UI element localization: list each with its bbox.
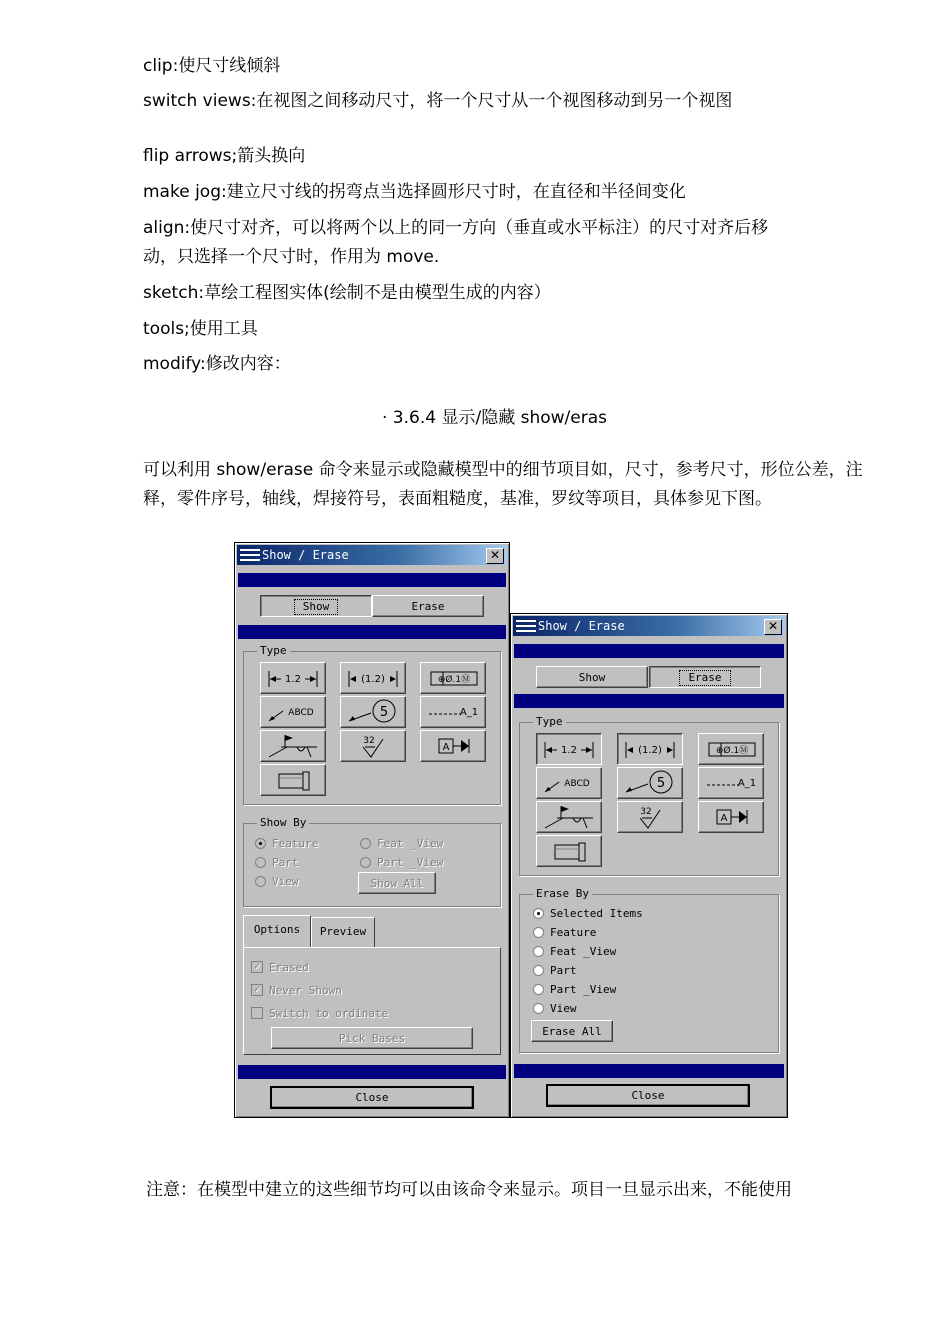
- show-all-button[interactable]: Show All: [358, 872, 436, 894]
- balloon-icon[interactable]: [340, 696, 406, 728]
- svg-text:(1.2): (1.2): [361, 674, 385, 685]
- close-button[interactable]: Close: [546, 1084, 750, 1107]
- app-logo-icon: [516, 619, 536, 633]
- cosmetic-feature-icon[interactable]: [260, 764, 326, 796]
- section-bar: [514, 694, 784, 708]
- svg-text:ABCD: ABCD: [564, 779, 590, 789]
- dialog-titlebar: [513, 616, 785, 636]
- svg-text:A: A: [442, 742, 450, 753]
- note-icon[interactable]: [260, 696, 326, 728]
- line-sketch: sketch:草绘工程图实体(绘制不是由模型生成的内容）: [143, 283, 551, 303]
- close-button[interactable]: Close: [270, 1086, 474, 1109]
- tab-preview[interactable]: Preview: [311, 917, 375, 947]
- line-tools: tools;使用工具: [143, 319, 258, 339]
- dialog-title: Show / Erase: [262, 548, 349, 562]
- datum-icon[interactable]: [420, 730, 486, 762]
- line-flip-arrows: flip arrows;箭头换向: [143, 146, 306, 166]
- footer-bar: [514, 1064, 784, 1078]
- line-clip: clip:使尺寸线倾斜: [143, 56, 281, 76]
- svg-text:1.2: 1.2: [285, 674, 301, 685]
- svg-text:5: 5: [379, 705, 389, 720]
- close-icon[interactable]: ✕: [764, 619, 782, 635]
- type-group-label: Type: [533, 715, 566, 729]
- section-heading: · 3.6.4 显示/隐藏 show/eras: [382, 408, 607, 428]
- app-logo-icon: [240, 548, 260, 562]
- note-paragraph: 注意：在模型中建立的这些细节均可以由该命令来显示。项目一旦显示出来，不能使用: [146, 1180, 792, 1200]
- reference-dimension-icon[interactable]: [617, 733, 683, 765]
- pick-bases-button[interactable]: Pick Bases: [271, 1027, 473, 1049]
- line-modify: modify:修改内容：: [143, 354, 291, 374]
- show-erase-dialog-show: Show / Erase ✕ Show Erase Type 1.2 (1.2) ⊕Ø.1Ⓜ ABCD 5 A_1 32 A Show By Feature Feat _View Part Part _View View Show All Options Preview ✓ Erased ✓ Never Shown Switch to ordinate Pick Bases Close: [234, 542, 510, 1118]
- datum-icon[interactable]: [698, 801, 764, 833]
- svg-text:A_1: A_1: [737, 778, 757, 789]
- tab-erase[interactable]: Erase: [649, 666, 761, 688]
- footer-bar: [238, 1065, 506, 1079]
- surface-finish-icon[interactable]: [617, 801, 683, 833]
- svg-text:(1.2): (1.2): [638, 745, 662, 756]
- svg-text:32: 32: [363, 736, 375, 746]
- weld-symbol-icon[interactable]: [536, 801, 602, 833]
- axis-icon[interactable]: [420, 696, 486, 728]
- svg-text:⊕Ø.1Ⓜ: ⊕Ø.1Ⓜ: [715, 746, 749, 756]
- intro-paragraph: 可以利用 show/erase 命令来显示或隐藏模型中的细节项目如，尺寸，参考尺寸，形位公差，注释，零件序号，轴线，焊接符号，表面粗糙度，基准，罗纹等项目，具体参见下图。: [143, 460, 863, 509]
- tab-options[interactable]: Options: [243, 915, 311, 948]
- cosmetic-feature-icon[interactable]: [536, 835, 602, 867]
- show-erase-dialog-erase: Show / Erase ✕ Show Erase Type 1.2 (1.2) ⊕Ø.1Ⓜ ABCD 5 A_1 32 A Erase By Selected Items Feature Feat _View Part Part _View View Erase All Close: [510, 613, 788, 1118]
- svg-text:A_1: A_1: [459, 707, 479, 718]
- svg-text:5: 5: [656, 776, 666, 791]
- erase-all-button[interactable]: Erase All: [531, 1020, 613, 1042]
- svg-text:A: A: [720, 813, 728, 824]
- svg-text:ABCD: ABCD: [288, 708, 314, 718]
- dialog-titlebar: [237, 545, 507, 565]
- svg-text:32: 32: [640, 807, 652, 817]
- dialog-title: Show / Erase: [538, 619, 625, 633]
- geometric-tolerance-icon[interactable]: [698, 733, 764, 765]
- close-icon[interactable]: ✕: [486, 548, 504, 564]
- line-align: align:使尺寸对齐，可以将两个以上的同一方向（垂直或水平标注）的尺寸对齐后移: [143, 218, 769, 238]
- line-align-cont: 动，只选择一个尺寸时，作用为 move.: [143, 247, 440, 267]
- line-make-jog: make jog:建立尺寸线的拐弯点当选择圆形尺寸时，在直径和半径间变化: [143, 182, 686, 202]
- tab-show[interactable]: Show: [260, 595, 372, 617]
- svg-text:⊕Ø.1Ⓜ: ⊕Ø.1Ⓜ: [437, 675, 471, 685]
- geometric-tolerance-icon[interactable]: [420, 662, 486, 694]
- header-bar: [238, 573, 506, 587]
- reference-dimension-icon[interactable]: [340, 662, 406, 694]
- section-bar: [238, 625, 506, 639]
- header-bar: [514, 644, 784, 658]
- balloon-icon[interactable]: [617, 767, 683, 799]
- show-by-label: Show By: [257, 816, 309, 830]
- erase-by-label: Erase By: [533, 887, 592, 901]
- surface-finish-icon[interactable]: [340, 730, 406, 762]
- type-group-label: Type: [257, 644, 290, 658]
- axis-icon[interactable]: [698, 767, 764, 799]
- tab-erase[interactable]: Erase: [372, 595, 484, 617]
- weld-symbol-icon[interactable]: [260, 730, 326, 762]
- dimension-icon[interactable]: [260, 662, 326, 694]
- note-icon[interactable]: [536, 767, 602, 799]
- svg-text:1.2: 1.2: [561, 745, 577, 756]
- line-switch-views: switch views:在视图之间移动尺寸，将一个尺寸从一个视图移动到另一个视图: [143, 91, 733, 111]
- tab-show[interactable]: Show: [536, 666, 648, 688]
- dimension-icon[interactable]: [536, 733, 602, 765]
